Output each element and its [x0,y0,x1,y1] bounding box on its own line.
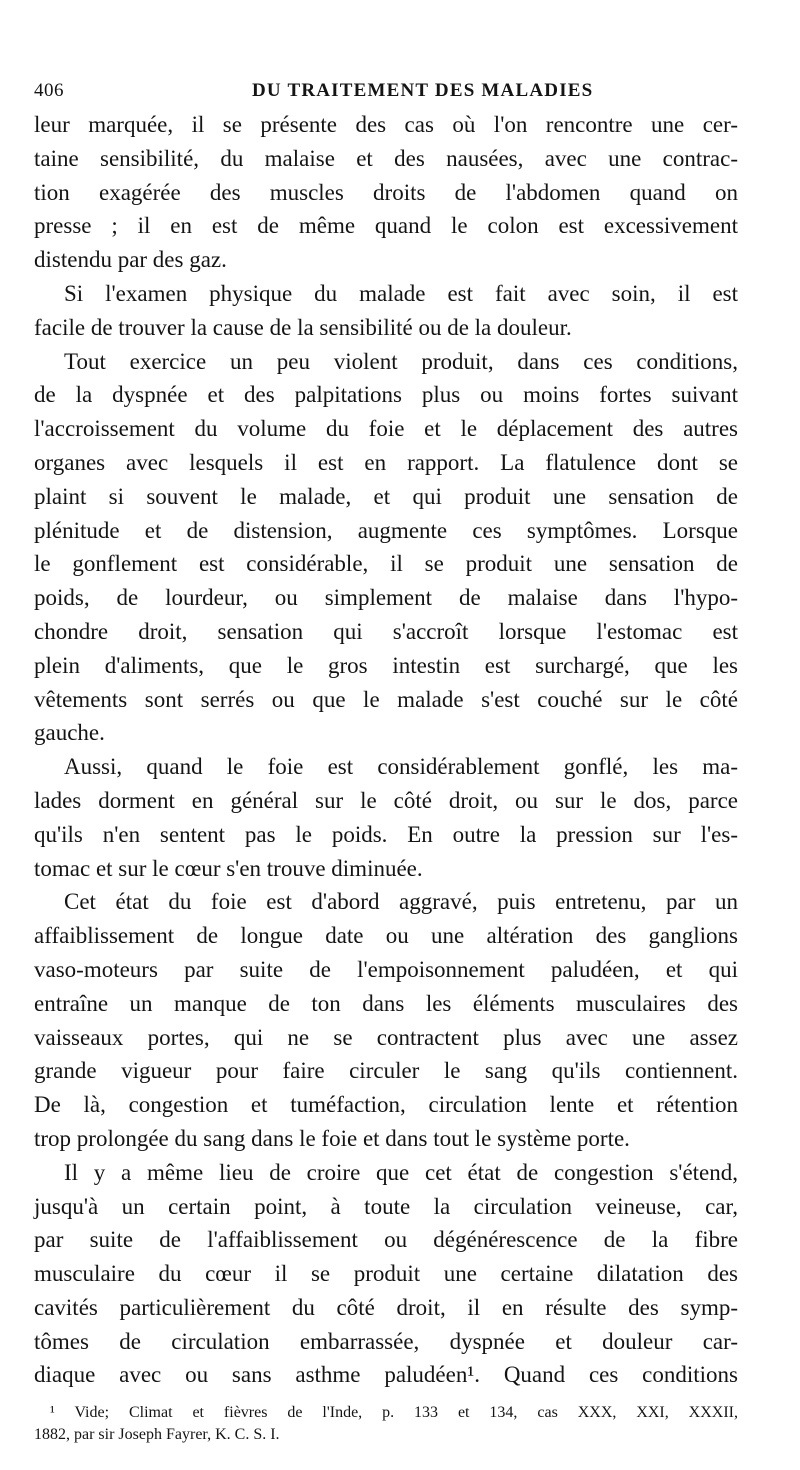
running-title: DU TRAITEMENT DES MALADIES [252,80,594,101]
text-line: tômes de circulation embarrassée, dyspnée et douleur car- [34,1328,738,1354]
text-line: diaque avec ou sans asthme paludéen¹. Quand ces conditions [34,1362,738,1388]
text-line: par suite de l'affaiblissement ou dégénérescence de la fibre [34,1227,738,1253]
text-line: plaint si souvent le malade, et qui produit une sensation de [34,483,738,509]
text-line: jusqu'à un certain point, à toute la circulation veineuse, car, [34,1193,738,1219]
text-line: organes avec lesquels il est en rapport. La flatulence dont se [34,449,738,475]
text-line: chondre droit, sensation qui s'accroît lorsque l'estomac est [34,618,738,644]
body-text [34,108,738,1392]
text-line: facile de trouver la cause de la sensibilité ou de la douleur. [34,314,572,340]
text-line: affaiblissement de longue date ou une altération des ganglions [34,923,738,949]
text-line: leur marquée, il se présente des cas où l'on rencontre une cer- [34,112,738,137]
text-line: distendu par des gaz. [34,247,227,273]
text-line: l'accroissement du volume du foie et le déplacement des autres [34,416,738,442]
footnotes [34,1402,738,1446]
text-line: cavités particulièrement du côté droit, il en résulte des symp- [34,1294,738,1320]
text-line: Il y a même lieu de croire que cet état de congestion s'étend, [64,1159,738,1185]
text-line: De là, congestion et tuméfaction, circulation lente et rétention [34,1092,738,1118]
footnote-line: ¹ Vide; Climat et fièvres de l'Inde, p. 133 et 134, cas XXX, XXI, XXXII, [50,1404,738,1422]
text-line: Aussi, quand le foie est considérablement gonflé, les ma- [64,754,738,780]
book-page [34,70,738,1446]
text-line: presse ; il en est de même quand le colon est excessivement [34,213,738,239]
text-line: vaisseaux portes, qui ne se contractent plus avec une assez [34,1024,738,1050]
text-line: qu'ils n'en sentent pas le poids. En outre la pression sur l'es- [34,821,738,847]
text-line: gauche. [34,720,105,746]
text-line: musculaire du cœur il se produit une certaine dilatation des [34,1261,738,1287]
text-line: taine sensibilité, du malaise et des nausées, avec une contrac- [34,145,738,171]
text-line: plein d'aliments, que le gros intestin est surchargé, que les [34,652,738,678]
text-line: entraîne un manque de ton dans les éléments musculaires des [34,990,738,1016]
footnote-line: 1882, par sir Joseph Fayrer, K. C. S. I. [34,1426,280,1444]
text-line: Cet état du foie est d'abord aggravé, puis entretenu, par un [64,889,738,915]
text-line: Si l'examen physique du malade est fait avec soin, il est [64,280,738,306]
text-line: lades dorment en général sur le côté droit, ou sur le dos, parce [34,787,738,813]
text-line: vaso-moteurs par suite de l'empoisonnement paludéen, et qui [34,956,738,982]
text-line: tomac et sur le cœur s'en trouve diminuée. [34,855,423,881]
text-line: poids, de lourdeur, ou simplement de malaise dans l'hypo- [34,585,738,611]
text-line: plénitude et de distension, augmente ces symptômes. Lorsque [34,517,738,543]
text-line: le gonflement est considérable, il se produit une sensation de [34,551,738,577]
page-header [34,70,738,106]
text-line: grande vigueur pour faire circuler le sang qu'ils contiennent. [34,1058,738,1084]
text-line: de la dyspnée et des palpitations plus ou moins fortes suivant [34,382,738,408]
page-number: 406 [34,80,64,101]
text-line: trop prolongée du sang dans le foie et dans tout le système porte. [34,1125,630,1151]
text-line: vêtements sont serrés ou que le malade s'est couché sur le côté [34,686,738,712]
text-line: tion exagérée des muscles droits de l'abdomen quand on [34,179,738,205]
text-line: Tout exercice un peu violent produit, dans ces conditions, [64,348,738,374]
